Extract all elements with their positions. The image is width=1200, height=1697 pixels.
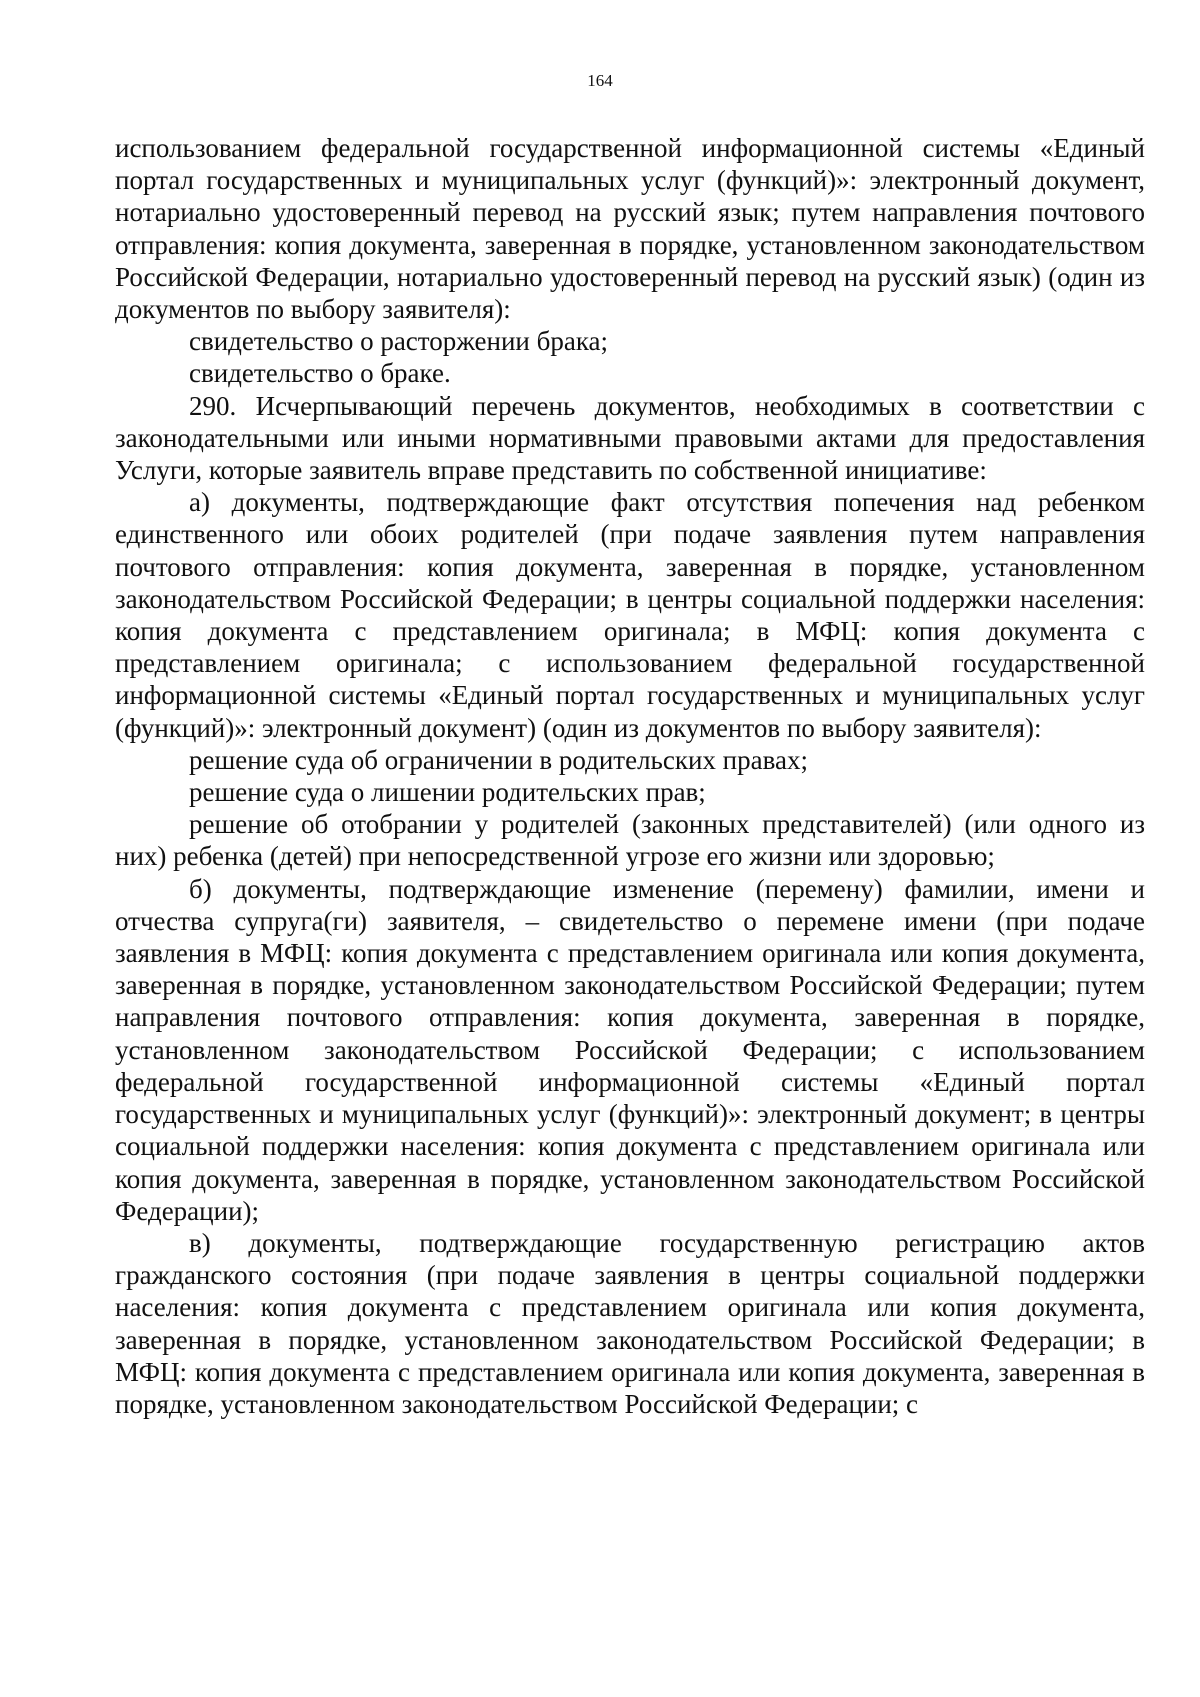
- list-item-divorce-certificate: свидетельство о расторжении брака;: [189, 326, 609, 357]
- document-body: [115, 132, 1145, 1420]
- list-item-marriage-certificate: свидетельство о браке.: [189, 358, 451, 389]
- subparagraph-v: в) документы, подтверждающие государственную регистрацию актов гражданского состояния (при подаче заявления в центры социальной поддержки населения: копия документа с представлением оригинала или копия документа, заверенная в порядке, установленном законодательством Российской Федерации; в МФЦ: копия документа с представлением оригинала или копия документа, заверенная в порядке, установленном законодательством Российской Федерации; с: [115, 1227, 1145, 1419]
- subparagraph-a: а) документы, подтверждающие факт отсутствия попечения над ребенком единственного или обоих родителей (при подаче заявления путем направления почтового отправления: копия документа, заверенная в порядке, установленном законодательством Российской Федерации; в центры социальной поддержки населения: копия документа с представлением оригинала; в МФЦ: копия документа с представлением оригинала; с использованием федеральной государственной информационной системы «Единый портал государственных и муниципальных услуг (функций)»: электронный документ) (один из документов по выбору заявителя):: [115, 487, 1145, 743]
- subparagraph-b: б) документы, подтверждающие изменение (перемену) фамилии, имени и отчества супруга(ги) заявителя, – свидетельство о перемене имени (при подаче заявления в МФЦ: копия документа с представлением оригинала или копия документа, заверенная в порядке, установленном законодательством Российской Федерации; путем направления почтового отправления: копия документа, заверенная в порядке, установленном законодательством Российской Федерации; с использованием федеральной государственной информационной системы «Единый портал государственных и муниципальных услуг (функций)»: электронный документ; в центры социальной поддержки населения: копия документа с представлением оригинала или копия документа, заверенная в порядке, установленном законодательством Российской Федерации);: [115, 873, 1145, 1226]
- list-item-child-removal: решение об отобрании у родителей (законных представителей) (или одного из них) ребенка (детей) при непосредственной угрозе его жизни или здоровью;: [115, 809, 1145, 872]
- paragraph-290: 290. Исчерпывающий перечень документов, необходимых в соответствии с законодательными или иными нормативными правовыми актами для предоставления Услуги, которые заявитель вправе представить по собственной инициативе:: [115, 390, 1145, 486]
- page-number: 164: [587, 71, 613, 90]
- paragraph-continuation: использованием федеральной государственной информационной системы «Единый портал государственных и муниципальных услуг (функций)»: электронный документ, нотариально удостоверенный перевод на русский язык; путем направления почтового отправления: копия документа, заверенная в порядке, установленном законодательством Российской Федерации, нотариально удостоверенный перевод на русский язык) (один из документов по выбору заявителя):: [115, 133, 1145, 325]
- list-item-court-deprivation: решение суда о лишении родительских прав;: [189, 777, 706, 808]
- list-item-court-restriction: решение суда об ограничении в родительских правах;: [189, 744, 808, 775]
